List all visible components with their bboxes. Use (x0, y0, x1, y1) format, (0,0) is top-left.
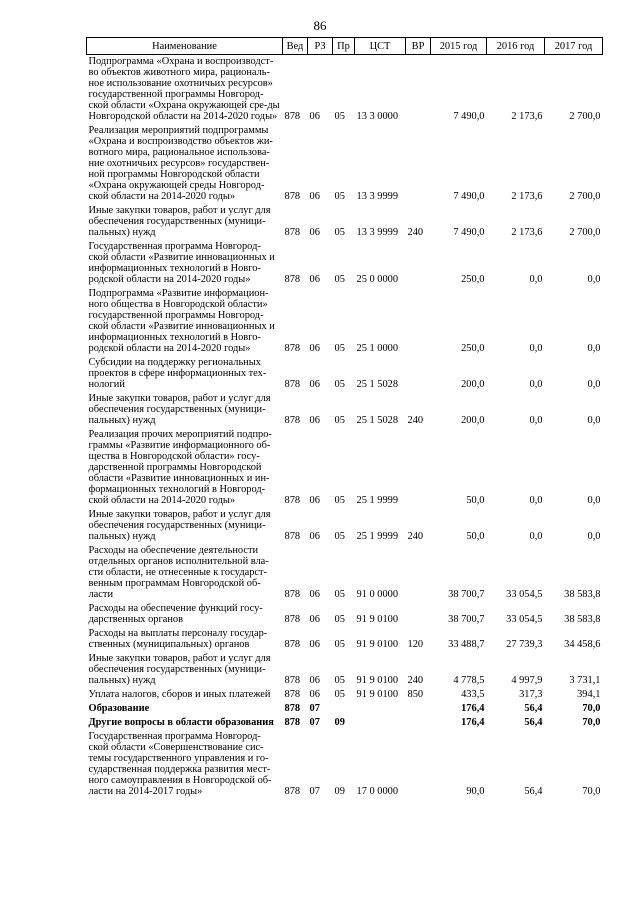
row-vr (406, 602, 431, 627)
row-cst: 25 1 5028 (356, 415, 399, 426)
row-2015: 176,4 (461, 717, 485, 728)
row-2017: 0,0 (587, 415, 601, 426)
row-ved: 878 (284, 227, 301, 238)
row-ved: 878 (284, 191, 301, 202)
row-pr: 05 (334, 675, 345, 686)
table-row (87, 240, 603, 287)
row-cst (355, 716, 406, 730)
table-row (87, 392, 603, 428)
row-2016: 2 173,6 (511, 227, 543, 238)
row-ved: 878 (284, 717, 301, 728)
row-cst: 13 3 9999 (356, 227, 399, 238)
row-vr: 850 (407, 689, 424, 700)
row-cst: 13 3 9999 (356, 191, 399, 202)
row-pr: 05 (334, 274, 345, 285)
row-rz: 06 (309, 343, 320, 354)
table-row (87, 730, 603, 799)
row-2015: 50,0 (466, 531, 485, 542)
row-2016: 33 054,5 (506, 589, 543, 600)
row-2017: 2 700,0 (569, 191, 601, 202)
budget-table (86, 37, 603, 799)
row-2017: 3 731,1 (569, 675, 601, 686)
row-2017: 38 583,8 (564, 614, 601, 625)
row-name: Иные закупки товаров, работ и услуг для обеспечения государственных (муници-пальных) нужд (88, 393, 271, 426)
row-rz: 06 (309, 531, 320, 542)
row-2017: 2 700,0 (569, 227, 601, 238)
row-pr: 05 (334, 589, 345, 600)
row-rz: 06 (309, 227, 320, 238)
row-pr: 05 (334, 227, 345, 238)
row-vr (406, 716, 431, 730)
row-2015: 200,0 (461, 415, 485, 426)
row-ved: 878 (284, 274, 301, 285)
header-pr: Пр (333, 38, 355, 55)
row-2016: 0,0 (529, 274, 543, 285)
row-2017: 34 458,6 (564, 639, 601, 650)
row-cst: 91 0 0000 (356, 589, 399, 600)
row-ved: 878 (284, 495, 301, 506)
row-2015: 7 490,0 (453, 111, 485, 122)
row-2017: 0,0 (587, 343, 601, 354)
row-cst (355, 702, 406, 716)
row-2017: 0,0 (587, 531, 601, 542)
row-vr: 240 (407, 227, 424, 238)
table-row (87, 287, 603, 356)
row-pr: 05 (334, 379, 345, 390)
row-pr: 09 (334, 717, 345, 728)
table-row (87, 602, 603, 627)
row-pr: 05 (334, 343, 345, 354)
row-vr (406, 428, 431, 508)
row-2017: 70,0 (582, 717, 601, 728)
row-2016: 0,0 (529, 495, 543, 506)
row-rz: 06 (309, 415, 320, 426)
row-2015: 50,0 (466, 495, 485, 506)
header-cst: ЦСТ (355, 38, 406, 55)
table-row (87, 716, 603, 730)
row-2016: 317,3 (519, 689, 543, 700)
row-pr: 09 (334, 786, 345, 797)
table-row (87, 508, 603, 544)
table-row (87, 652, 603, 688)
row-cst: 13 3 0000 (356, 111, 399, 122)
row-2017: 70,0 (582, 703, 601, 714)
row-pr: 05 (334, 531, 345, 542)
row-2015: 176,4 (461, 703, 485, 714)
row-name: Расходы на обеспечение деятельности отдельных органов исполнительной вла-сти области, не отнесенные к государст-венным программам Новгородской об-ласти (88, 545, 269, 600)
row-pr: 05 (334, 614, 345, 625)
row-ved: 878 (284, 531, 301, 542)
row-name: Уплата налогов, сборов и иных платежей (88, 689, 271, 700)
row-ved: 878 (284, 111, 301, 122)
table-row (87, 356, 603, 392)
row-ved: 878 (284, 415, 301, 426)
table-row (87, 124, 603, 204)
row-pr: 05 (334, 639, 345, 650)
row-vr: 240 (407, 415, 424, 426)
header-2017: 2017 год (545, 38, 603, 55)
row-2015: 7 490,0 (453, 227, 485, 238)
row-2015: 90,0 (466, 786, 485, 797)
row-vr (406, 55, 431, 125)
row-vr: 240 (407, 675, 424, 686)
row-2017: 0,0 (587, 379, 601, 390)
row-cst: 25 1 9999 (356, 531, 399, 542)
row-2016: 0,0 (529, 343, 543, 354)
row-2016: 56,4 (524, 786, 543, 797)
row-rz: 06 (309, 639, 320, 650)
row-vr: 240 (407, 531, 424, 542)
row-ved: 878 (284, 614, 301, 625)
header-2016: 2016 год (487, 38, 545, 55)
row-cst: 25 1 0000 (356, 343, 399, 354)
row-2015: 4 778,5 (453, 675, 485, 686)
table-row (87, 428, 603, 508)
row-2016: 56,4 (524, 717, 543, 728)
row-vr (406, 544, 431, 602)
row-vr (406, 356, 431, 392)
row-vr (406, 287, 431, 356)
row-cst: 91 9 0100 (356, 689, 399, 700)
table-row (87, 544, 603, 602)
header-vr: ВР (406, 38, 431, 55)
row-rz: 06 (309, 689, 320, 700)
row-rz: 07 (309, 717, 320, 728)
row-name: Расходы на обеспечение функций госу-дарственных органов (88, 603, 263, 625)
row-cst: 91 9 0100 (356, 675, 399, 686)
row-rz: 06 (309, 495, 320, 506)
row-cst: 25 1 9999 (356, 495, 399, 506)
row-vr (406, 124, 431, 204)
row-pr (333, 702, 355, 716)
row-cst: 91 9 0100 (356, 639, 399, 650)
header-ved: Вед (283, 38, 308, 55)
row-ved: 878 (284, 589, 301, 600)
row-rz: 06 (309, 675, 320, 686)
row-vr (406, 730, 431, 799)
row-2015: 38 700,7 (448, 589, 485, 600)
row-2017: 38 583,8 (564, 589, 601, 600)
row-2015: 250,0 (461, 343, 485, 354)
row-name: Расходы на выплаты персоналу государ-ственных (муниципальных) органов (88, 628, 268, 650)
row-name: Другие вопросы в области образования (88, 717, 274, 728)
row-2015: 38 700,7 (448, 614, 485, 625)
header-name: Наименование (87, 38, 283, 55)
row-rz: 06 (309, 191, 320, 202)
row-ved: 878 (284, 343, 301, 354)
row-2016: 56,4 (524, 703, 543, 714)
row-name: Подпрограмма «Развитие информацион-ного общества в Новгородской области» государственной программы Новгород-ской области «Развитие инновационных и информационных технологий в Новго-родской области на 2014-2020 годы» (88, 288, 275, 354)
row-2016: 27 739,3 (506, 639, 543, 650)
row-ved: 878 (284, 689, 301, 700)
row-ved: 878 (284, 786, 301, 797)
header-2015: 2015 год (431, 38, 487, 55)
row-pr: 05 (334, 415, 345, 426)
table-row (87, 627, 603, 652)
row-name: Государственная программа Новгород-ской области «Совершенствование сис-темы государственного управления и го-сударственная поддержка развития мест-ного самоуправления в Новгородской об-ласти на 2014-2017 годы» (88, 731, 272, 797)
row-2017: 70,0 (582, 786, 601, 797)
header-rz: РЗ (308, 38, 333, 55)
table-row (87, 55, 603, 125)
page-number: 86 (313, 18, 327, 33)
row-ved: 878 (284, 675, 301, 686)
row-pr: 05 (334, 495, 345, 506)
table-row (87, 204, 603, 240)
row-cst: 91 9 0100 (356, 614, 399, 625)
row-name: Реализация мероприятий подпрограммы «Охрана и воспроизводство объектов жи-вотного мира, рациональное использова-ние охотничьих ресурсов» государствен-ной программы Новгородской области «Охрана окружающей среды Новгород-ской области на 2014-2020 годы» (88, 125, 273, 202)
header-row (87, 38, 603, 55)
row-name: Субсидии на поддержку региональных проектов в сфере информационных тех-нологий (88, 357, 267, 390)
row-2016: 2 173,6 (511, 111, 543, 122)
row-name: Иные закупки товаров, работ и услуг для обеспечения государственных (муници-пальных) нужд (88, 509, 271, 542)
row-cst: 25 1 5028 (356, 379, 399, 390)
row-2017: 0,0 (587, 495, 601, 506)
row-rz: 06 (309, 111, 320, 122)
row-name: Государственная программа Новгород-ской области «Развитие инновационных и информационных технологий в Новго-родской области на 2014-2020 годы» (88, 241, 275, 285)
row-2015: 7 490,0 (453, 191, 485, 202)
row-cst: 25 0 0000 (356, 274, 399, 285)
row-name: Реализация прочих мероприятий подпро-граммы «Развитие информационного об-щества в Новгородской области» госу-дарственной программы Новгородской области «Развитие инновационных и ин-формационных технологий в Новгород-ской области на 2014-2020 годы» (88, 429, 272, 506)
row-2016: 0,0 (529, 531, 543, 542)
row-pr: 05 (334, 111, 345, 122)
row-2016: 2 173,6 (511, 191, 543, 202)
row-2016: 0,0 (529, 415, 543, 426)
row-2015: 250,0 (461, 274, 485, 285)
row-2015: 200,0 (461, 379, 485, 390)
row-vr (406, 240, 431, 287)
row-2017: 0,0 (587, 274, 601, 285)
row-cst: 17 0 0000 (356, 786, 399, 797)
row-vr (406, 702, 431, 716)
row-2017: 394,1 (577, 689, 601, 700)
row-name: Образование (88, 703, 150, 714)
table-row (87, 702, 603, 716)
row-2015: 433,5 (461, 689, 485, 700)
row-ved: 878 (284, 379, 301, 390)
row-2016: 0,0 (529, 379, 543, 390)
row-2016: 4 997,9 (511, 675, 543, 686)
row-pr: 05 (334, 689, 345, 700)
row-rz: 06 (309, 379, 320, 390)
row-rz: 06 (309, 614, 320, 625)
row-rz: 07 (309, 786, 320, 797)
row-pr: 05 (334, 191, 345, 202)
row-rz: 06 (309, 274, 320, 285)
row-name: Иные закупки товаров, работ и услуг для обеспечения государственных (муници-пальных) нужд (88, 205, 271, 238)
row-name: Иные закупки товаров, работ и услуг для обеспечения государственных (муници-пальных) нужд (88, 653, 271, 686)
row-rz: 07 (309, 703, 320, 714)
table-row (87, 688, 603, 702)
row-name: Подпрограмма «Охрана и воспроизводст-во объектов животного мира, рациональ-ное использование охотничьих ресурсов» государственной программы Новгород-ской области «Охрана окружающей сре-ды Новгородской области на 2014-2020 годы» (88, 56, 280, 122)
row-2017: 2 700,0 (569, 111, 601, 122)
row-2015: 33 488,7 (448, 639, 485, 650)
row-ved: 878 (284, 703, 301, 714)
row-rz: 06 (309, 589, 320, 600)
row-vr: 120 (407, 639, 424, 650)
row-2016: 33 054,5 (506, 614, 543, 625)
row-ved: 878 (284, 639, 301, 650)
